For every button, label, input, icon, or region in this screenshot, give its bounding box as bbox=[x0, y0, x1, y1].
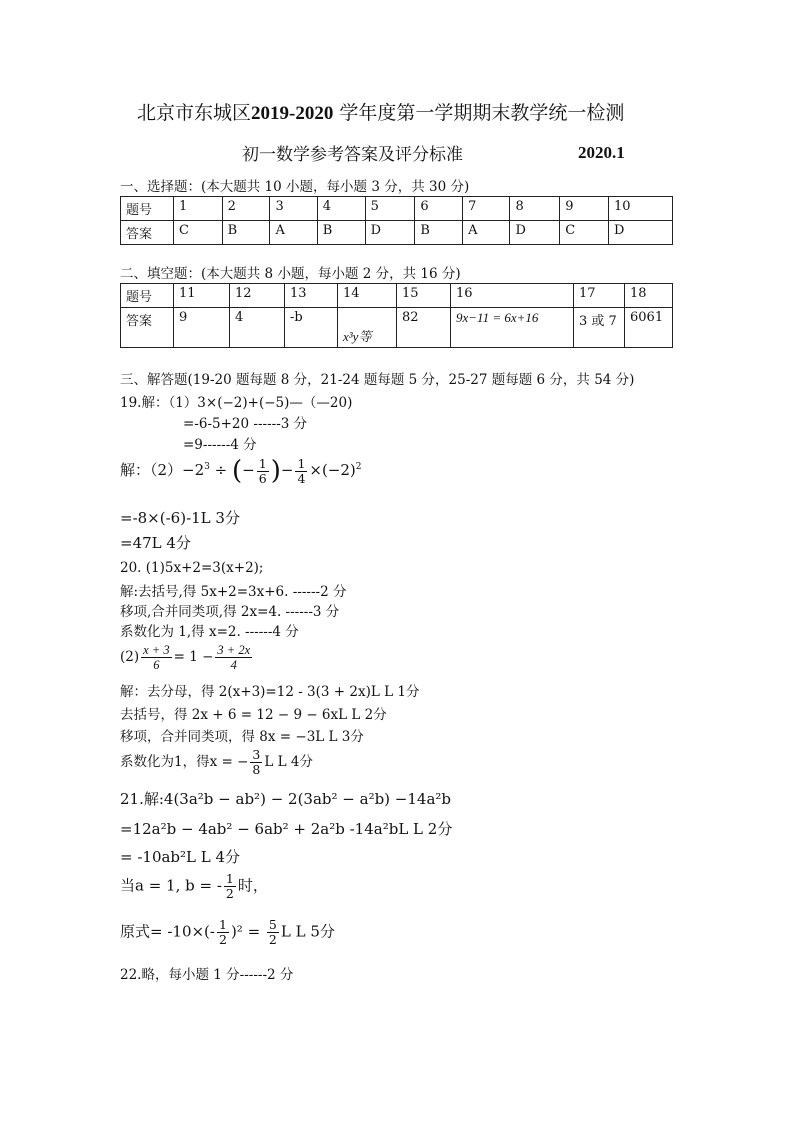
answer-text: x³y等 bbox=[343, 329, 372, 344]
right-paren: ) bbox=[270, 456, 281, 486]
q21-line: =12a²b − 4ab² − 6ab² + 2a²b -14a²bL L 2分 bbox=[120, 820, 453, 838]
q20-line: 移项，合并同类项，得 8x = −3L L 3分 bbox=[120, 729, 364, 745]
q19-part2-expression: 解：$(2)-2^3$ ÷ (− $\frac{1}{6}$ )− $\frac{1}{4}$ $\times(-2)^2$ bbox=[120, 455, 362, 486]
expression-text: 解：（2）− bbox=[120, 461, 195, 479]
multiple-choice-table bbox=[120, 196, 673, 245]
question-number: 15 bbox=[397, 284, 451, 308]
section3-heading: 三、解答题(19-20 题每题 8 分，21-24 题每题 5 分，25-27 题每题 6 分，共 54 分) bbox=[120, 372, 635, 388]
expression-text: ×(−2) bbox=[309, 461, 356, 479]
table-row bbox=[121, 197, 673, 221]
title-region: 北京市东城区 bbox=[137, 102, 252, 124]
table-row-label: 答案 bbox=[121, 221, 174, 245]
answer-cell: A bbox=[463, 221, 510, 245]
q20-line: 解：去分母，得 2(x+3)=12 - 3(3 + 2x)L L 1分 bbox=[120, 684, 420, 700]
question-number: 1 bbox=[174, 197, 223, 221]
table-row bbox=[121, 308, 673, 348]
q21-line bbox=[120, 918, 335, 947]
question-number: 6 bbox=[415, 197, 463, 221]
denominator: 2 bbox=[225, 886, 234, 901]
numerator: 1 bbox=[225, 871, 234, 886]
question-number: 14 bbox=[338, 284, 397, 308]
answer-cell: C bbox=[560, 221, 609, 245]
answer-text: 9x−11 = 6x+16 bbox=[456, 310, 539, 325]
answer-cell bbox=[451, 308, 574, 348]
answer-cell: B bbox=[415, 221, 463, 245]
answer-cell: A bbox=[270, 221, 317, 245]
denominator: 8 bbox=[252, 762, 261, 777]
numerator: 3 + 2x bbox=[217, 643, 251, 657]
table-row bbox=[121, 221, 673, 245]
question-number: 17 bbox=[574, 284, 625, 308]
numerator: x + 3 bbox=[143, 643, 170, 657]
answer-cell: D bbox=[365, 221, 415, 245]
expression-text: (2) bbox=[120, 649, 140, 665]
question-number: 13 bbox=[285, 284, 338, 308]
exponent: 3 bbox=[204, 462, 210, 472]
expression-text: L L 5分 bbox=[280, 922, 335, 941]
q20-line: 20. (1)5x+2=3(x+2); bbox=[120, 560, 264, 576]
question-number: 3 bbox=[270, 197, 317, 221]
q20-part2-equation bbox=[120, 643, 254, 672]
question-number: 7 bbox=[463, 197, 510, 221]
q22-line: 22.略，每小题 1 分------2 分 bbox=[120, 967, 294, 983]
q20-line: 移项,合并同类项,得 2x=4. ------3 分 bbox=[120, 604, 340, 620]
numerator: 1 bbox=[218, 917, 227, 932]
fraction bbox=[141, 643, 171, 672]
section1-heading: 一、选择题：(本大题共 10 小题，每小题 3 分，共 30 分) bbox=[120, 179, 470, 195]
numerator: 5 bbox=[268, 917, 277, 932]
q19-line: =-6-5+20 ------3 分 bbox=[183, 416, 308, 432]
q21-line: 21.解:4(3a²b − ab²) − 2(3ab² − a²b) −14a²b bbox=[120, 790, 452, 808]
q20-line: 解:去括号,得 5x+2=3x+6. ------2 分 bbox=[120, 584, 347, 600]
question-number: 4 bbox=[317, 197, 365, 221]
expression-text: = 1 − bbox=[173, 649, 214, 665]
title-years: 2019-2020 bbox=[251, 103, 334, 124]
question-number: 8 bbox=[510, 197, 560, 221]
expression-text: 原式= -10×(- bbox=[120, 922, 215, 941]
expression-text: 时， bbox=[237, 876, 268, 895]
table-row-label: 题号 bbox=[121, 197, 174, 221]
expression-text: L L 4分 bbox=[264, 754, 313, 770]
question-number: 11 bbox=[174, 284, 230, 308]
question-number: 10 bbox=[608, 197, 672, 221]
fraction bbox=[217, 918, 229, 947]
expression-text: 当a = 1, b = - bbox=[120, 876, 222, 895]
question-number: 18 bbox=[625, 284, 673, 308]
answer-cell: 4 bbox=[230, 308, 285, 348]
answer-cell: -b bbox=[285, 308, 338, 348]
question-number: 5 bbox=[365, 197, 415, 221]
fraction bbox=[215, 643, 252, 672]
q20-line: 系数化为 1,得 x=2. ------4 分 bbox=[120, 624, 299, 640]
q19-line: =47L 4分 bbox=[120, 534, 191, 552]
section2-heading: 二、填空题：(本大题共 8 小题，每小题 2 分，共 16 分) bbox=[120, 266, 461, 282]
fraction bbox=[257, 457, 269, 486]
answer-cell: D bbox=[510, 221, 560, 245]
fraction bbox=[224, 872, 236, 901]
question-number: 12 bbox=[230, 284, 285, 308]
expression-text: 2 bbox=[194, 461, 205, 479]
q19-line: =9------4 分 bbox=[183, 437, 257, 453]
title-exam: 学年度第一学期期末教学统一检测 bbox=[333, 102, 625, 124]
fill-in-table bbox=[120, 283, 673, 348]
answer-cell: C bbox=[174, 221, 223, 245]
question-number: 16 bbox=[451, 284, 574, 308]
left-paren: ( bbox=[232, 456, 243, 486]
question-number: 2 bbox=[222, 197, 270, 221]
q20-line: 去括号，得 2x + 6 = 12 − 9 − 6xL L 2分 bbox=[120, 707, 387, 723]
answer-cell: D bbox=[608, 221, 672, 245]
exponent: 2 bbox=[355, 462, 362, 472]
expression-text: )² = bbox=[230, 922, 265, 941]
table-row bbox=[121, 284, 673, 308]
document-title bbox=[137, 98, 624, 125]
fraction bbox=[250, 748, 262, 777]
fraction bbox=[267, 918, 279, 947]
numerator: 1 bbox=[258, 455, 267, 471]
denominator: 2 bbox=[268, 932, 277, 947]
expression-text: ÷ bbox=[209, 461, 233, 479]
denominator: 4 bbox=[297, 470, 306, 486]
answer-cell bbox=[338, 308, 397, 348]
denominator: 4 bbox=[230, 658, 237, 672]
answer-cell: 82 bbox=[397, 308, 451, 348]
question-number: 9 bbox=[560, 197, 609, 221]
numerator: 1 bbox=[297, 455, 306, 471]
table-row-label: 答案 bbox=[121, 308, 174, 348]
denominator: 6 bbox=[258, 470, 267, 486]
document-date: 2020.1 bbox=[578, 143, 625, 162]
q20-line bbox=[120, 748, 313, 777]
numerator: 3 bbox=[252, 747, 261, 762]
fraction bbox=[295, 457, 307, 486]
answer-cell: B bbox=[222, 221, 270, 245]
denominator: 6 bbox=[153, 658, 160, 672]
answer-cell: 3 或 7 bbox=[574, 308, 625, 348]
q21-line bbox=[120, 872, 268, 901]
q19-line: 19.解：（1）3×(−2)+(−5)—（—20) bbox=[120, 395, 353, 411]
q19-line: =-8×(-6)-1L 3分 bbox=[120, 509, 240, 527]
expression-text: 系数化为1，得x = − bbox=[120, 754, 249, 770]
answer-cell: 6061 bbox=[625, 308, 673, 348]
answer-cell: B bbox=[317, 221, 365, 245]
table-row-label: 题号 bbox=[121, 284, 174, 308]
q21-line: = -10ab²L L 4分 bbox=[120, 848, 241, 866]
document-subtitle: 初一数学参考答案及评分标准 bbox=[242, 145, 463, 165]
answer-cell: 9 bbox=[174, 308, 230, 348]
denominator: 2 bbox=[218, 932, 227, 947]
